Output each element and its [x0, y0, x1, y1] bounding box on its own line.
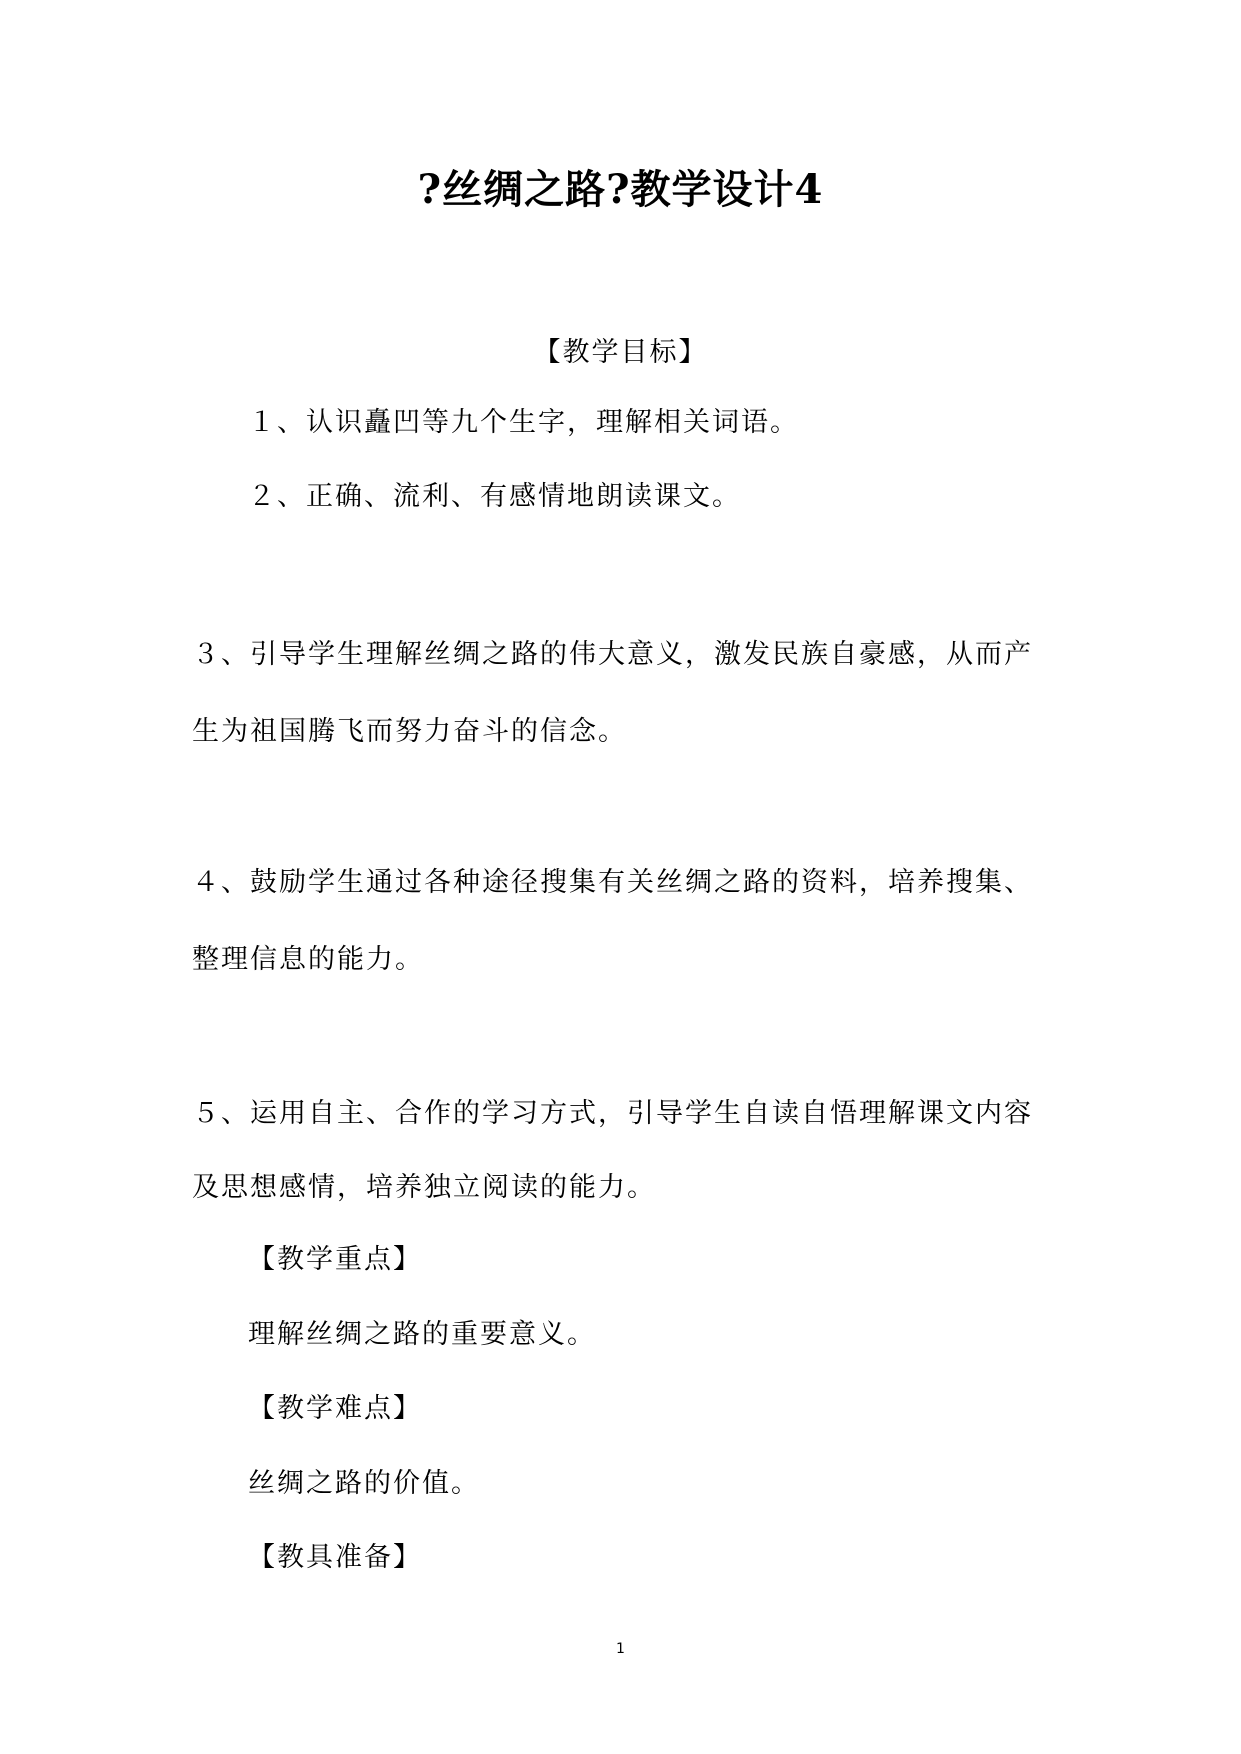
objective-line-4: ４、鼓励学生通过各种途径搜集有关丝绸之路的资料，培养搜集、 [192, 867, 1033, 898]
document-title: ?丝绸之路?教学设计4 [417, 166, 824, 213]
objective-line-1: １、认识矗凹等九个生字，理解相关词语。 [248, 407, 799, 438]
objective-line-5: ５、运用自主、合作的学习方式，引导学生自读自悟理解课文内容 [192, 1098, 1033, 1129]
difficulties-heading: 【教学难点】 [248, 1393, 422, 1424]
objectives-heading: 【教学目标】 [533, 337, 708, 368]
objective-line-5-continued: 及思想感情，培养独立阅读的能力。 [192, 1172, 656, 1203]
page-number: 1 [616, 1641, 625, 1657]
key-points-text: 理解丝绸之路的重要意义。 [248, 1319, 596, 1350]
materials-heading: 【教具准备】 [248, 1542, 422, 1573]
objective-line-2: ２、正确、流利、有感情地朗读课文。 [248, 481, 741, 512]
key-points-heading: 【教学重点】 [248, 1244, 422, 1275]
objective-line-4-continued: 整理信息的能力。 [192, 944, 424, 975]
objective-line-3: ３、引导学生理解丝绸之路的伟大意义，激发民族自豪感，从而产 [192, 639, 1033, 670]
objective-line-3-continued: 生为祖国腾飞而努力奋斗的信念。 [192, 716, 627, 747]
difficulties-text: 丝绸之路的价值。 [248, 1468, 480, 1499]
